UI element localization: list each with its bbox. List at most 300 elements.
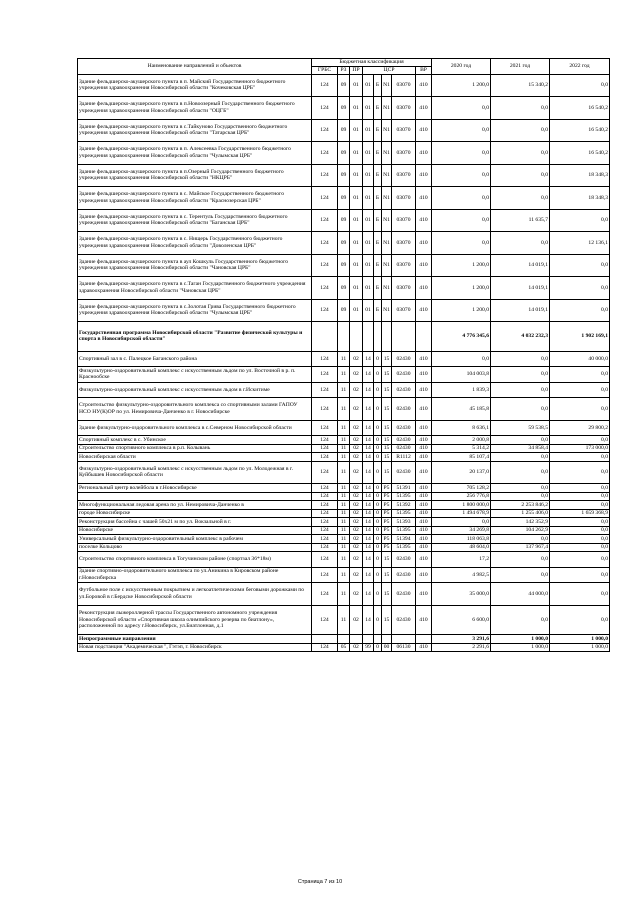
cell-rz: 11 xyxy=(338,492,350,501)
cell-c2: Б xyxy=(374,97,382,120)
cell-vr: 410 xyxy=(416,583,432,606)
cell-name: Спортивный комплекс в с. Убинское xyxy=(78,436,312,445)
cell-v2022: 1 659 368,9 xyxy=(550,509,610,518)
cell-pr: 01 xyxy=(350,97,363,120)
cell-c4: 03070 xyxy=(392,119,416,142)
cell-v2021: 15 340,2 xyxy=(491,74,550,97)
table-row xyxy=(78,552,610,568)
cell-name: Здание фельдшерско-акушерского пункта в п.Озерный Государственного бюджетного учреждения здравоохранения Новосибирской области "НКЦРБ" xyxy=(78,164,312,187)
cell-vr: 410 xyxy=(416,420,432,436)
cell-v2021: 0,0 xyxy=(491,398,550,421)
cell-grbs: 124 xyxy=(312,436,338,445)
cell-pr: 02 xyxy=(350,382,363,398)
cell-name: Физкультурно-оздоровительный комплекс с искусственным льдом по ул. Молодежная в г. Куйбышев Новосибирской области xyxy=(78,461,312,484)
cell-c4: 02430 xyxy=(392,436,416,445)
table-row xyxy=(78,322,610,352)
cell-rz: 11 xyxy=(338,567,350,583)
cell-pr: 01 xyxy=(350,119,363,142)
cell-rz: 09 xyxy=(338,299,350,322)
cell-v2022: 0,0 xyxy=(550,398,610,421)
cell-c1: 01 xyxy=(363,209,374,232)
cell-v2020: 20 137,0 xyxy=(432,461,491,484)
cell-grbs: 124 xyxy=(312,209,338,232)
cell-v2022: 0,0 xyxy=(550,254,610,277)
cell-grbs: 124 xyxy=(312,277,338,300)
header-name: Наименование направлений и объектов xyxy=(78,59,312,75)
cell-v2021: 0,0 xyxy=(491,436,550,445)
cell-rz: 11 xyxy=(338,420,350,436)
cell-v2021: 0,0 xyxy=(491,605,550,635)
cell-pr: 02 xyxy=(350,567,363,583)
cell-grbs: 124 xyxy=(312,187,338,210)
cell-c4: 51391 xyxy=(392,484,416,493)
cell-rz: 11 xyxy=(338,518,350,527)
cell-name: Здание фельдшерско-акушерского пункта в с.Золотая Грива Государственного бюджетного учреждения здравоохранения Новосибирской области "Чулымская ЦРБ" xyxy=(78,299,312,322)
cell-grbs xyxy=(312,322,338,352)
cell-name: Здание фельдшерско-акушерского пункта в с.Тайкуново Государственного бюджетного учреждения здравоохранения Новосибирской области "Татарская ЦРБ" xyxy=(78,119,312,142)
cell-vr: 410 xyxy=(416,552,432,568)
cell-rz: 11 xyxy=(338,535,350,544)
cell-vr: 410 xyxy=(416,643,432,652)
cell-c4: 03070 xyxy=(392,187,416,210)
cell-v2022: 0,0 xyxy=(550,535,610,544)
table-row xyxy=(78,605,610,635)
cell-name: городе Новосибирске xyxy=(78,509,312,518)
cell-rz: 09 xyxy=(338,209,350,232)
cell-pr: 01 xyxy=(350,164,363,187)
cell-grbs: 124 xyxy=(312,453,338,462)
table-row xyxy=(78,164,610,187)
cell-v2021: 0,0 xyxy=(491,382,550,398)
cell-c1: 01 xyxy=(363,187,374,210)
cell-c4: 02430 xyxy=(392,444,416,453)
cell-v2022: 0,0 xyxy=(550,552,610,568)
table-row xyxy=(78,484,610,493)
cell-c4: 03070 xyxy=(392,277,416,300)
cell-c2: Б xyxy=(374,232,382,255)
cell-v2022: 18 348,3 xyxy=(550,187,610,210)
cell-name: Непрограммные направления xyxy=(78,635,312,644)
cell-c3: P5 xyxy=(382,492,392,501)
cell-c1: 14 xyxy=(363,453,374,462)
cell-v2022: 0,0 xyxy=(550,436,610,445)
cell-vr: 410 xyxy=(416,605,432,635)
cell-rz: 11 xyxy=(338,583,350,606)
cell-name: Строительство спортивного комплекса в р.п. Колывань xyxy=(78,444,312,453)
cell-c3: 15 xyxy=(382,453,392,462)
cell-grbs: 124 xyxy=(312,526,338,535)
cell-name: Здание фельдшерско-акушерского пункта в с.Таган Государственного бюджетного учреждения здравоохранения Новосибирской области "Чановская ЦРБ" xyxy=(78,277,312,300)
cell-v2020: 1 200,0 xyxy=(432,254,491,277)
cell-pr: 01 xyxy=(350,209,363,232)
cell-c2: Б xyxy=(374,142,382,165)
cell-c1: 14 xyxy=(363,583,374,606)
cell-v2020: 2 000,8 xyxy=(432,436,491,445)
cell-name: Физкультурно-оздоровительный комплекс с искусственным льдом по ул. Восточной в р. п. Краснообске xyxy=(78,367,312,383)
cell-grbs: 124 xyxy=(312,509,338,518)
cell-c4: 51394 xyxy=(392,535,416,544)
cell-pr: 01 xyxy=(350,254,363,277)
cell-v2020: 34 269,8 xyxy=(432,526,491,535)
cell-c3: N1 xyxy=(382,119,392,142)
cell-c1: 01 xyxy=(363,74,374,97)
cell-v2022: 0,0 xyxy=(550,501,610,510)
cell-c1: 99 xyxy=(363,643,374,652)
cell-c4: 02430 xyxy=(392,461,416,484)
header-2020: 2020 год xyxy=(432,59,491,75)
cell-c3: P5 xyxy=(382,526,392,535)
cell-c2 xyxy=(374,635,382,644)
cell-name: Здание физкультурно-оздоровительного комплекса в с.Северном Новосибирской области xyxy=(78,420,312,436)
cell-c4: 03070 xyxy=(392,299,416,322)
cell-v2022: 16 540,2 xyxy=(550,97,610,120)
cell-c4: 02430 xyxy=(392,398,416,421)
cell-c3: N1 xyxy=(382,187,392,210)
cell-v2021: 0,0 xyxy=(491,187,550,210)
cell-rz: 11 xyxy=(338,351,350,367)
cell-pr: 02 xyxy=(350,583,363,606)
cell-v2020: 256 776,8 xyxy=(432,492,491,501)
cell-grbs: 124 xyxy=(312,398,338,421)
cell-c3: P5 xyxy=(382,501,392,510)
table-row xyxy=(78,518,610,527)
cell-pr: 02 xyxy=(350,461,363,484)
cell-name: поселке Кольцово xyxy=(78,543,312,552)
cell-vr: 410 xyxy=(416,119,432,142)
cell-c2: 0 xyxy=(374,444,382,453)
cell-name: Государственная программа Новосибирской области "Развитие физической культуры и спорта в Новосибирской области" xyxy=(78,322,312,352)
cell-v2020: 0,0 xyxy=(432,97,491,120)
cell-vr: 410 xyxy=(416,254,432,277)
cell-pr: 01 xyxy=(350,142,363,165)
cell-c1: 01 xyxy=(363,277,374,300)
cell-c1: 14 xyxy=(363,367,374,383)
cell-c1: 14 xyxy=(363,518,374,527)
cell-c4: 51395 xyxy=(392,543,416,552)
cell-v2021: 0,0 xyxy=(491,492,550,501)
cell-c1: 01 xyxy=(363,299,374,322)
cell-v2021: 0,0 xyxy=(491,552,550,568)
cell-grbs: 124 xyxy=(312,254,338,277)
cell-v2020: 0,0 xyxy=(432,518,491,527)
cell-v2020: 5 314,2 xyxy=(432,444,491,453)
cell-rz: 09 xyxy=(338,164,350,187)
table-row xyxy=(78,567,610,583)
table-row xyxy=(78,526,610,535)
table-row xyxy=(78,187,610,210)
cell-vr: 410 xyxy=(416,444,432,453)
cell-v2022: 1 000,0 xyxy=(550,635,610,644)
cell-v2022: 0,0 xyxy=(550,605,610,635)
cell-v2021: 104 262,9 xyxy=(491,526,550,535)
cell-c1: 14 xyxy=(363,382,374,398)
cell-c3: N1 xyxy=(382,277,392,300)
cell-vr: 410 xyxy=(416,398,432,421)
cell-grbs: 124 xyxy=(312,492,338,501)
cell-grbs: 124 xyxy=(312,97,338,120)
cell-name: Здание фельдшерско-акушерского пункта в аул Кошкуль Государственного бюджетного учреждения здравоохранения Новосибирской области "Чановская ЦРБ" xyxy=(78,254,312,277)
cell-c3: P5 xyxy=(382,484,392,493)
cell-name: Здание фельдшерско-акушерского пункта в с. Нищерь Государственного бюджетного учреждения здравоохранения Новосибирской области "Доволенская ЦРБ" xyxy=(78,232,312,255)
cell-v2020: 118 063,8 xyxy=(432,535,491,544)
header-row-1 xyxy=(78,59,610,67)
cell-v2022: 0,0 xyxy=(550,461,610,484)
cell-rz: 09 xyxy=(338,119,350,142)
cell-name: Физкультурно-оздоровительный комплекс с искусственным льдом в г.Искитиме xyxy=(78,382,312,398)
cell-v2020: 4 982,5 xyxy=(432,567,491,583)
cell-v2021: 142 352,9 xyxy=(491,518,550,527)
cell-v2020: 2 291,6 xyxy=(432,643,491,652)
cell-c3: 15 xyxy=(382,382,392,398)
cell-rz: 09 xyxy=(338,97,350,120)
cell-c1: 14 xyxy=(363,444,374,453)
cell-v2021: 0,0 xyxy=(491,453,550,462)
cell-v2021: 2 253 846,2 xyxy=(491,501,550,510)
table-row xyxy=(78,635,610,644)
cell-c1: 14 xyxy=(363,492,374,501)
cell-v2022: 0,0 xyxy=(550,453,610,462)
cell-grbs: 124 xyxy=(312,518,338,527)
cell-c4: 02430 xyxy=(392,552,416,568)
cell-v2022: 1 902 169,1 xyxy=(550,322,610,352)
cell-v2021: 1 000,0 xyxy=(491,643,550,652)
cell-pr: 02 xyxy=(350,543,363,552)
cell-name: Региональный центр волейбола в г.Новосибирске xyxy=(78,484,312,493)
cell-pr: 01 xyxy=(350,187,363,210)
cell-rz: 11 xyxy=(338,509,350,518)
cell-v2020: 6 600,0 xyxy=(432,605,491,635)
cell-v2021: 0,0 xyxy=(491,535,550,544)
cell-rz: 09 xyxy=(338,142,350,165)
cell-v2022: 12 136,1 xyxy=(550,232,610,255)
cell-c3: P5 xyxy=(382,543,392,552)
cell-grbs: 124 xyxy=(312,501,338,510)
cell-pr: 02 xyxy=(350,552,363,568)
cell-c1: 01 xyxy=(363,119,374,142)
header-grbs: ГРБС xyxy=(312,66,338,74)
cell-c1: 14 xyxy=(363,567,374,583)
cell-v2020: 48 604,0 xyxy=(432,543,491,552)
cell-vr: 410 xyxy=(416,501,432,510)
cell-vr: 410 xyxy=(416,277,432,300)
cell-vr: 410 xyxy=(416,351,432,367)
cell-name: Здание спортивно-оздоровительного комплекса по ул.Аникина в Кировском районе г.Новосибирска xyxy=(78,567,312,583)
cell-pr: 02 xyxy=(350,526,363,535)
cell-v2021: 0,0 xyxy=(491,484,550,493)
cell-v2021: 137 967,4 xyxy=(491,543,550,552)
cell-v2021: 0,0 xyxy=(491,351,550,367)
cell-c4: 03070 xyxy=(392,142,416,165)
cell-grbs: 124 xyxy=(312,444,338,453)
cell-v2021: 0,0 xyxy=(491,97,550,120)
cell-pr: 02 xyxy=(350,420,363,436)
cell-name: Здание фельдшерско-акушерского пункта в с. Майское Государственного бюджетного учреждения здравоохранения Новосибирской области "Краснозерская ЦРБ" xyxy=(78,187,312,210)
cell-vr: 410 xyxy=(416,461,432,484)
cell-c3: N1 xyxy=(382,142,392,165)
cell-v2021: 14 019,1 xyxy=(491,277,550,300)
cell-c1: 14 xyxy=(363,436,374,445)
cell-c3: 15 xyxy=(382,583,392,606)
cell-pr xyxy=(350,635,363,644)
cell-v2021: 44 000,0 xyxy=(491,583,550,606)
cell-grbs: 124 xyxy=(312,119,338,142)
cell-grbs: 124 xyxy=(312,567,338,583)
table-row xyxy=(78,119,610,142)
cell-v2020: 35 000,0 xyxy=(432,583,491,606)
cell-vr: 410 xyxy=(416,526,432,535)
cell-grbs: 124 xyxy=(312,552,338,568)
cell-c4: 03070 xyxy=(392,97,416,120)
cell-v2020: 0,0 xyxy=(432,351,491,367)
cell-rz: 11 xyxy=(338,436,350,445)
header-budget-class: Бюджетная классификация xyxy=(312,59,432,67)
cell-c1: 14 xyxy=(363,552,374,568)
cell-v2022: 0,0 xyxy=(550,277,610,300)
cell-c1: 01 xyxy=(363,97,374,120)
cell-rz: 09 xyxy=(338,232,350,255)
cell-v2022: 0,0 xyxy=(550,209,610,232)
cell-vr: 410 xyxy=(416,453,432,462)
cell-vr: 410 xyxy=(416,97,432,120)
cell-c4: 06130 xyxy=(392,643,416,652)
cell-c1: 14 xyxy=(363,420,374,436)
cell-v2020: 3 291,6 xyxy=(432,635,491,644)
cell-c4: 51395 xyxy=(392,526,416,535)
cell-v2021: 0,0 xyxy=(491,232,550,255)
cell-rz: 11 xyxy=(338,501,350,510)
cell-pr: 01 xyxy=(350,299,363,322)
cell-c4: 03070 xyxy=(392,209,416,232)
table-row xyxy=(78,583,610,606)
cell-v2020: 17,2 xyxy=(432,552,491,568)
cell-grbs: 124 xyxy=(312,367,338,383)
cell-v2021: 4 032 232,3 xyxy=(491,322,550,352)
cell-v2020: 1 800 000,0 xyxy=(432,501,491,510)
cell-v2020: 1 494 678,9 xyxy=(432,509,491,518)
cell-c3: N1 xyxy=(382,164,392,187)
cell-c1: 14 xyxy=(363,543,374,552)
cell-pr xyxy=(350,322,363,352)
cell-c3: P5 xyxy=(382,509,392,518)
cell-grbs xyxy=(312,635,338,644)
cell-name: Строительство спортивного комплекса в Тогучинском районе (спортзал 36*18м) xyxy=(78,552,312,568)
cell-pr: 02 xyxy=(350,436,363,445)
cell-v2021: 59 538,5 xyxy=(491,420,550,436)
cell-c4 xyxy=(392,322,416,352)
cell-grbs: 124 xyxy=(312,543,338,552)
cell-c1: 01 xyxy=(363,232,374,255)
cell-pr: 02 xyxy=(350,444,363,453)
cell-v2020: 45 185,8 xyxy=(432,398,491,421)
cell-c1: 01 xyxy=(363,142,374,165)
table-row xyxy=(78,436,610,445)
cell-c2: 0 xyxy=(374,461,382,484)
cell-c4: 51395 xyxy=(392,509,416,518)
cell-name: Новая подстанция "Академическая ", Гэтэп, г. Новосибирск xyxy=(78,643,312,652)
cell-v2022: 16 540,2 xyxy=(550,142,610,165)
cell-v2021: 0,0 xyxy=(491,461,550,484)
cell-v2020: 1 839,3 xyxy=(432,382,491,398)
cell-c1: 14 xyxy=(363,509,374,518)
cell-rz: 09 xyxy=(338,187,350,210)
cell-c2: 0 xyxy=(374,367,382,383)
cell-v2022: 0,0 xyxy=(550,567,610,583)
cell-v2020: 1 200,0 xyxy=(432,277,491,300)
cell-c2: Б xyxy=(374,119,382,142)
cell-c3: 15 xyxy=(382,567,392,583)
table-row xyxy=(78,444,610,453)
cell-pr: 02 xyxy=(350,643,363,652)
cell-pr: 01 xyxy=(350,277,363,300)
cell-pr: 02 xyxy=(350,501,363,510)
cell-v2020: 705 128,2 xyxy=(432,484,491,493)
cell-v2020: 4 776 345,6 xyxy=(432,322,491,352)
cell-c1 xyxy=(363,635,374,644)
table-row xyxy=(78,543,610,552)
cell-grbs: 124 xyxy=(312,351,338,367)
table-row xyxy=(78,420,610,436)
cell-c1: 01 xyxy=(363,254,374,277)
cell-grbs: 124 xyxy=(312,382,338,398)
cell-grbs: 124 xyxy=(312,484,338,493)
cell-v2022: 0,0 xyxy=(550,367,610,383)
cell-vr: 410 xyxy=(416,484,432,493)
cell-name: Реконструкция лыжероллерной трассы Государственного автономного учреждения Новосибирской области «Спортивная школа олимпийского резерва по биатлону», расположенной по адресу г.Новосибирск, ул.Биатлонная, д.1 xyxy=(78,605,312,635)
cell-c2: 0 xyxy=(374,518,382,527)
page-footer: Страница 7 из 10 xyxy=(297,879,343,885)
table-row xyxy=(78,209,610,232)
cell-grbs: 124 xyxy=(312,299,338,322)
cell-v2020: 1 200,0 xyxy=(432,74,491,97)
cell-c2: Б xyxy=(374,187,382,210)
cell-name: Футбольное поле с искусственным покрытием и легкоатлетическими беговыми дорожками по ул.Боровой в г.Бердске Новосибирской области xyxy=(78,583,312,606)
cell-grbs: 124 xyxy=(312,461,338,484)
cell-v2022: 0,0 xyxy=(550,518,610,527)
cell-grbs: 124 xyxy=(312,142,338,165)
table-row xyxy=(78,367,610,383)
cell-c4: 02430 xyxy=(392,367,416,383)
cell-c2: 0 xyxy=(374,492,382,501)
cell-c2: 0 xyxy=(374,526,382,535)
cell-vr xyxy=(416,635,432,644)
cell-rz: 09 xyxy=(338,277,350,300)
cell-rz: 09 xyxy=(338,74,350,97)
cell-c2: Б xyxy=(374,277,382,300)
cell-vr: 410 xyxy=(416,382,432,398)
table-row xyxy=(78,509,610,518)
cell-pr: 02 xyxy=(350,398,363,421)
cell-c4: 02430 xyxy=(392,351,416,367)
cell-c3: 15 xyxy=(382,461,392,484)
cell-c3 xyxy=(382,635,392,644)
cell-vr: 410 xyxy=(416,367,432,383)
cell-name: Новосибирская области xyxy=(78,453,312,462)
cell-c2 xyxy=(374,322,382,352)
cell-pr: 02 xyxy=(350,453,363,462)
cell-v2022: 0,0 xyxy=(550,543,610,552)
cell-vr: 410 xyxy=(416,209,432,232)
cell-c2: 0 xyxy=(374,543,382,552)
cell-rz: 11 xyxy=(338,398,350,421)
table-row xyxy=(78,398,610,421)
cell-c3: 00 xyxy=(382,643,392,652)
budget-table xyxy=(77,58,610,652)
cell-c3: 15 xyxy=(382,420,392,436)
cell-c4: 51393 xyxy=(392,518,416,527)
cell-v2022: 18 348,3 xyxy=(550,164,610,187)
cell-c2: 0 xyxy=(374,351,382,367)
cell-vr: 410 xyxy=(416,299,432,322)
